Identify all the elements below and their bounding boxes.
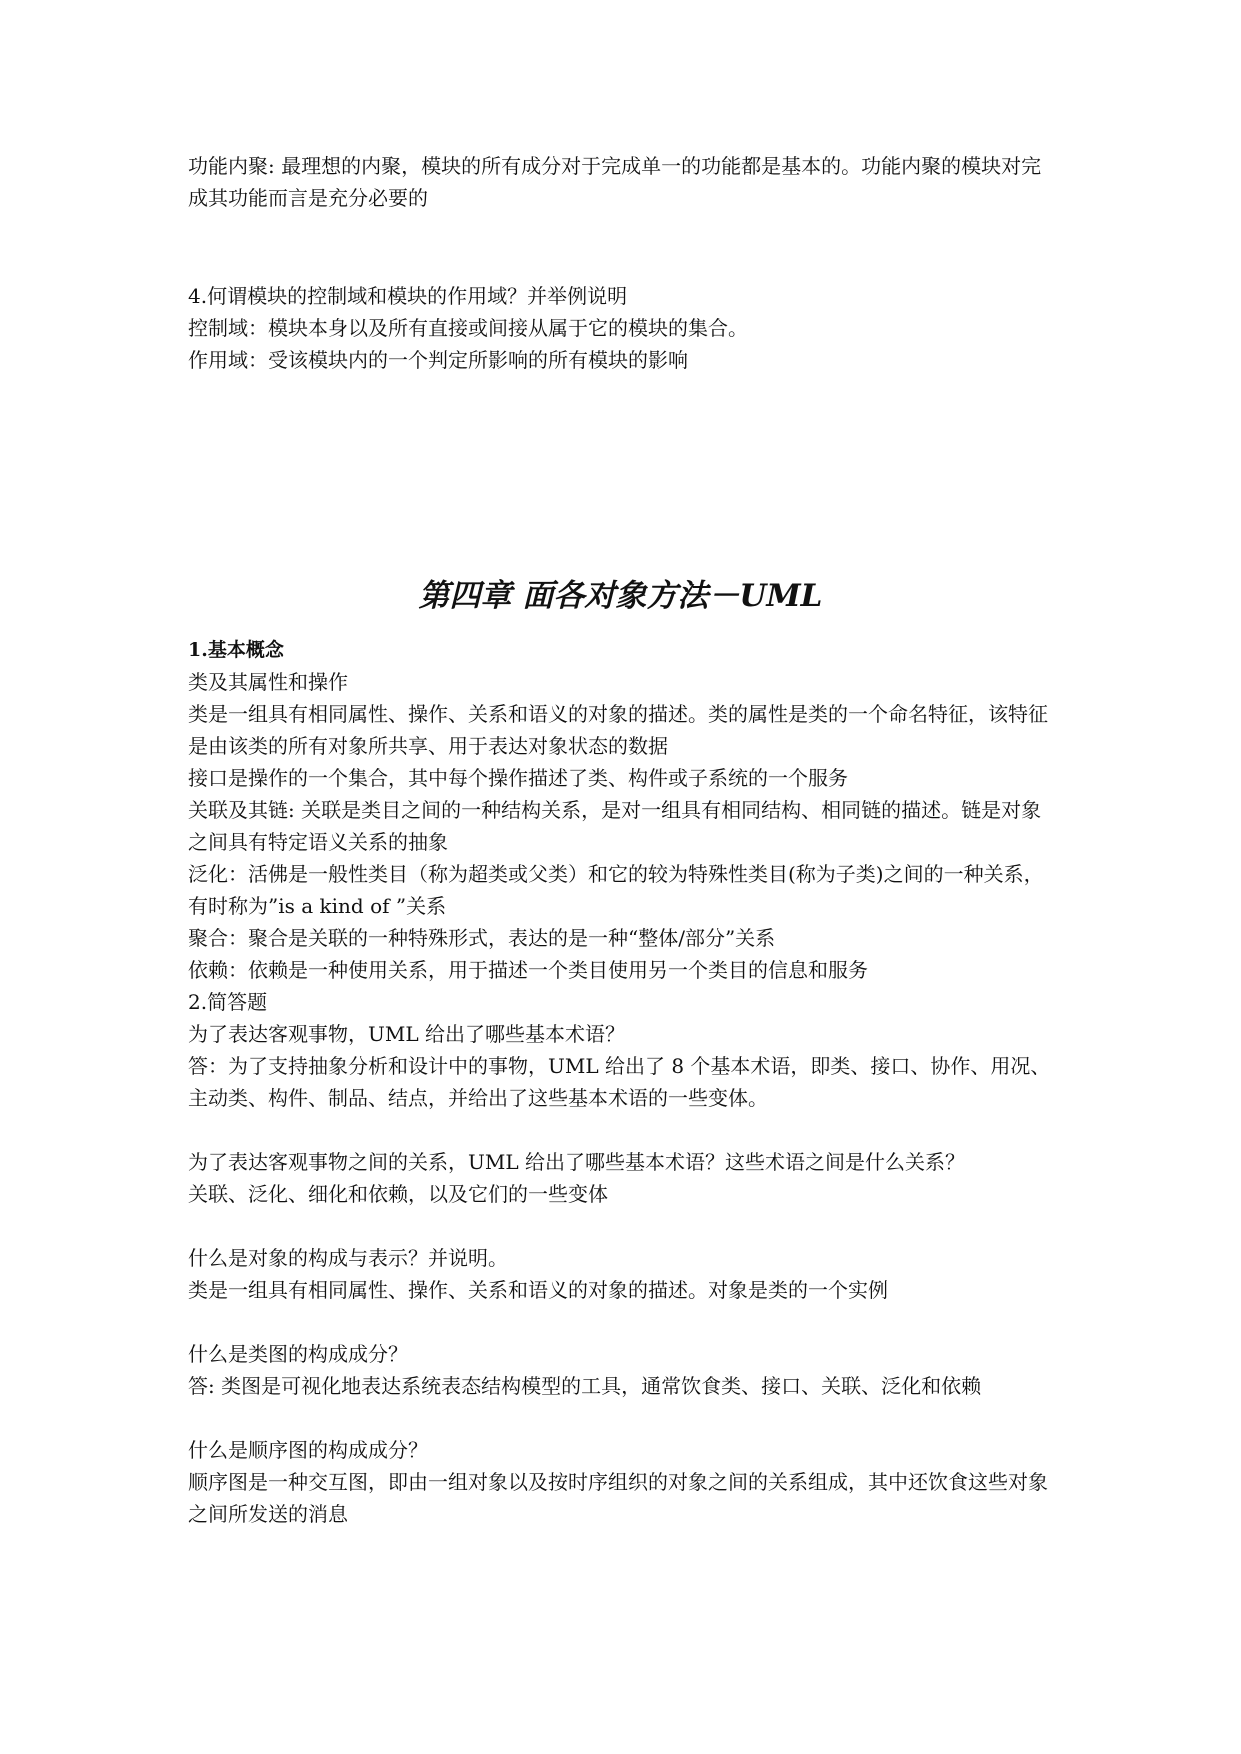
functional-cohesion-block (188, 150, 1058, 214)
domain-question-block (188, 280, 1058, 376)
interface-definition: 接口是操作的一个集合，其中每个操作描述了类、构件或子系统的一个服务 (188, 766, 848, 790)
spacer (188, 1306, 1058, 1338)
action-domain-definition: 作用域：受该模块内的一个判定所影响的所有模块的影响 (188, 348, 688, 372)
answer-uml-relations: 关联、泛化、细化和依赖，以及它们的一些变体 (188, 1182, 608, 1206)
control-domain-definition: 控制域：模块本身以及所有直接或间接从属于它的模块的集合。 (188, 316, 748, 340)
question-uml-relations: 为了表达客观事物之间的关系，UML 给出了哪些基本术语？这些术语之间是什么关系？ (188, 1150, 965, 1174)
answer-sequence-diagram: 顺序图是一种交互图，即由一组对象以及按时序组织的对象之间的关系组成，其中还饮食这些对象之间所发送的消息 (188, 1470, 1048, 1526)
aggregation-definition: 聚合：聚合是关联的一种特殊形式，表达的是一种“整体/部分”关系 (188, 926, 776, 950)
spacer (188, 1210, 1058, 1242)
class-heading: 类及其属性和操作 (188, 670, 348, 694)
chapter-body (188, 634, 1058, 1530)
answer-class-diagram: 答: 类图是可视化地表达系统表态结构模型的工具，通常饮食类、接口、关联、泛化和依赖 (188, 1374, 982, 1398)
class-definition: 类是一组具有相同属性、操作、关系和语义的对象的描述。类的属性是类的一个命名特征，该特征是由该类的所有对象所共享、用于表达对象状态的数据 (188, 702, 1048, 758)
question-4: 4.何谓模块的控制域和模块的作用域？并举例说明 (188, 284, 628, 308)
chapter-title: 第四章 面各对象方法－UML (418, 578, 823, 614)
answer-uml-terms: 答：为了支持抽象分析和设计中的事物，UML 给出了 8 个基本术语，即类、接口、协作、用况、主动类、构件、制品、结点，并给出了这些基本术语的一些变体。 (188, 1054, 1051, 1110)
answer-object-composition: 类是一组具有相同属性、操作、关系和语义的对象的描述。对象是类的一个实例 (188, 1278, 888, 1302)
question-class-diagram: 什么是类图的构成成分？ (188, 1342, 408, 1366)
spacer (188, 1402, 1058, 1434)
section-heading-short-answer: 2.简答题 (188, 990, 268, 1014)
spacer (188, 1114, 1058, 1146)
functional-cohesion-paragraph: 功能内聚: 最理想的内聚，模块的所有成分对于完成单一的功能都是基本的。功能内聚的模块对完成其功能而言是充分必要的 (188, 154, 1042, 210)
question-sequence-diagram: 什么是顺序图的构成成分？ (188, 1438, 428, 1462)
question-object-composition: 什么是对象的构成与表示？并说明。 (188, 1246, 508, 1270)
question-uml-terms: 为了表达客观事物，UML 给出了哪些基本术语？ (188, 1022, 625, 1046)
association-definition: 关联及其链: 关联是类目之间的一种结构关系，是对一组具有相同结构、相同链的描述。链是对象之间具有特定语义关系的抽象 (188, 798, 1042, 854)
dependency-definition: 依赖：依赖是一种使用关系，用于描述一个类目使用另一个类目的信息和服务 (188, 958, 868, 982)
section-heading-basic-concepts: 1.基本概念 (188, 639, 284, 661)
generalization-definition: 泛化：活佛是一般性类目（称为超类或父类）和它的较为特殊性类目(称为子类)之间的一种关系，有时称为”is a kind of ”关系 (188, 862, 1044, 918)
